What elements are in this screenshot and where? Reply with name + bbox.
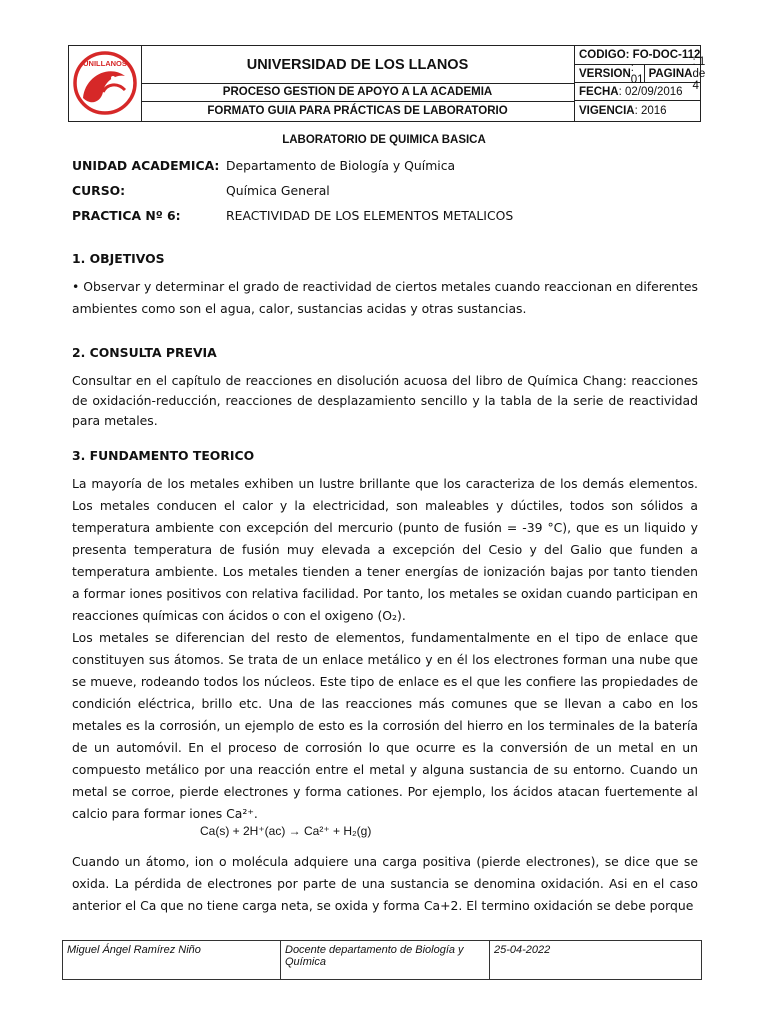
fundamento-paragraph-3: Cuando un átomo, ion o molécula adquiere una carga positiva (pierde electrones), se dice que se oxida. La pérdida de electrones por parte de una sustancia se denomina oxidación. Asi en el caso anterior el Ca que no tiene carga neta, se oxida y forma Ca+2. El termino oxidación se debe porque: [72, 854, 698, 913]
section-consulta-title: 2. CONSULTA PREVIA: [72, 345, 217, 360]
fundamento-paragraph-1: La mayoría de los metales exhiben un lustre brillante que los caracteriza de los demás elementos. Los metales conducen el calor y la electricidad, son maleables y dúctiles, todos son sólidos a temperatura ambiente con excepción del mercurio (punto de fusión = -39 °C), que es un liquido y presenta temperatura de fusión muy elevada a excepción del Cesio y del Galio que funden a temperatura ambiente. Los metales tienden a tener energías de ionización bajas por tanto tienden a formar iones positivos con relativa facilidad. Por tanto, los metales se oxidan cuando participan en reacciones químicas con ácidos o con el oxigeno (O₂).: [72, 476, 698, 623]
calcium-reaction-equation: Ca(s) + 2H⁺(ac) → Ca²⁺ + H₂(g): [200, 824, 372, 838]
section-objetivos-title: 1. OBJETIVOS: [72, 251, 165, 266]
pagina: PAGINA : 1 de 4: [648, 55, 706, 92]
curso-value: Química General: [226, 183, 330, 198]
footer-role: Docente departamento de Biología y Química: [281, 941, 490, 979]
practica-label: PRACTICA Nº 6:: [72, 208, 181, 223]
process-name: PROCESO GESTION DE APOYO A LA ACADEMIA: [141, 83, 574, 102]
unidad-label: UNIDAD ACADEMICA:: [72, 158, 220, 173]
section-fundamento-title: 3. FUNDAMENTO TEORICO: [72, 448, 255, 463]
header-middle: [141, 46, 574, 121]
footer-author: Miguel Ángel Ramírez Niño: [63, 941, 281, 979]
fecha: FECHA : 02/09/2016: [575, 83, 701, 101]
logo-text: UNILLANOS: [83, 59, 127, 68]
consulta-text: Consultar en el capítulo de reacciones en disolución acuosa del libro de Química Chang: reacciones de oxidación-reducción, reacciones de desplazamiento sencillo y la tabla de la serie de reactividad para metales.: [72, 373, 698, 428]
footer-date: 25-04-2022: [494, 944, 551, 956]
format-name: FORMATO GUIA PARA PRÁCTICAS DE LABORATORIO: [207, 105, 508, 117]
header-right: [574, 46, 706, 121]
fundamento-paragraph-2: Los metales se diferencian del resto de elementos, fundamentalmente en el tipo de enlace que constituyen sus átomos. Se trata de un enlace metálico y en él los electrones forman una nube que se mueve, rodeando todos los núcleos. Este tipo de enlace es el que les confiere las propiedades de condición eléctrica, brillo etc. Una de las reacciones más comunes que se llevan a cabo en los metales es la corrosión, un ejemplo de esto es la corrosión del hierro en los terminales de la batería de un automóvil. En el proceso de corrosión lo que ocurre es la conversión de un metal en un compuesto metálico por una reacción entre el metal y alguna sustancia de su entorno. Cuando un metal se corroe, pierde electrones y forma cationes. Por ejemplo, los ácidos atacan fuertemente al calcio para formar iones Ca²⁺.: [72, 630, 698, 821]
version: VERSION : 01: [575, 65, 645, 82]
unillanos-logo: [69, 46, 141, 121]
logo-cell: [69, 46, 142, 121]
objetivos-text: • Observar y determinar el grado de reactividad de ciertos metales cuando reaccionan en diferentes ambientes como son el agua, calor, sustancias acidas y otras sustancias.: [72, 279, 698, 316]
vigencia: VIGENCIA : 2016: [579, 105, 667, 117]
curso-label: CURSO:: [72, 183, 126, 198]
university-name: UNIVERSIDAD DE LOS LLANOS: [141, 46, 574, 84]
lab-title: LABORATORIO DE QUIMICA BASICA: [282, 134, 486, 146]
document-header-table: [68, 45, 706, 122]
codigo: CODIGO: FO-DOC-112: [575, 46, 701, 65]
unidad-value: Departamento de Biología y Química: [226, 158, 456, 173]
practica-value: REACTIVIDAD DE LOS ELEMENTOS METALICOS: [226, 208, 514, 223]
document-footer: [62, 940, 702, 980]
